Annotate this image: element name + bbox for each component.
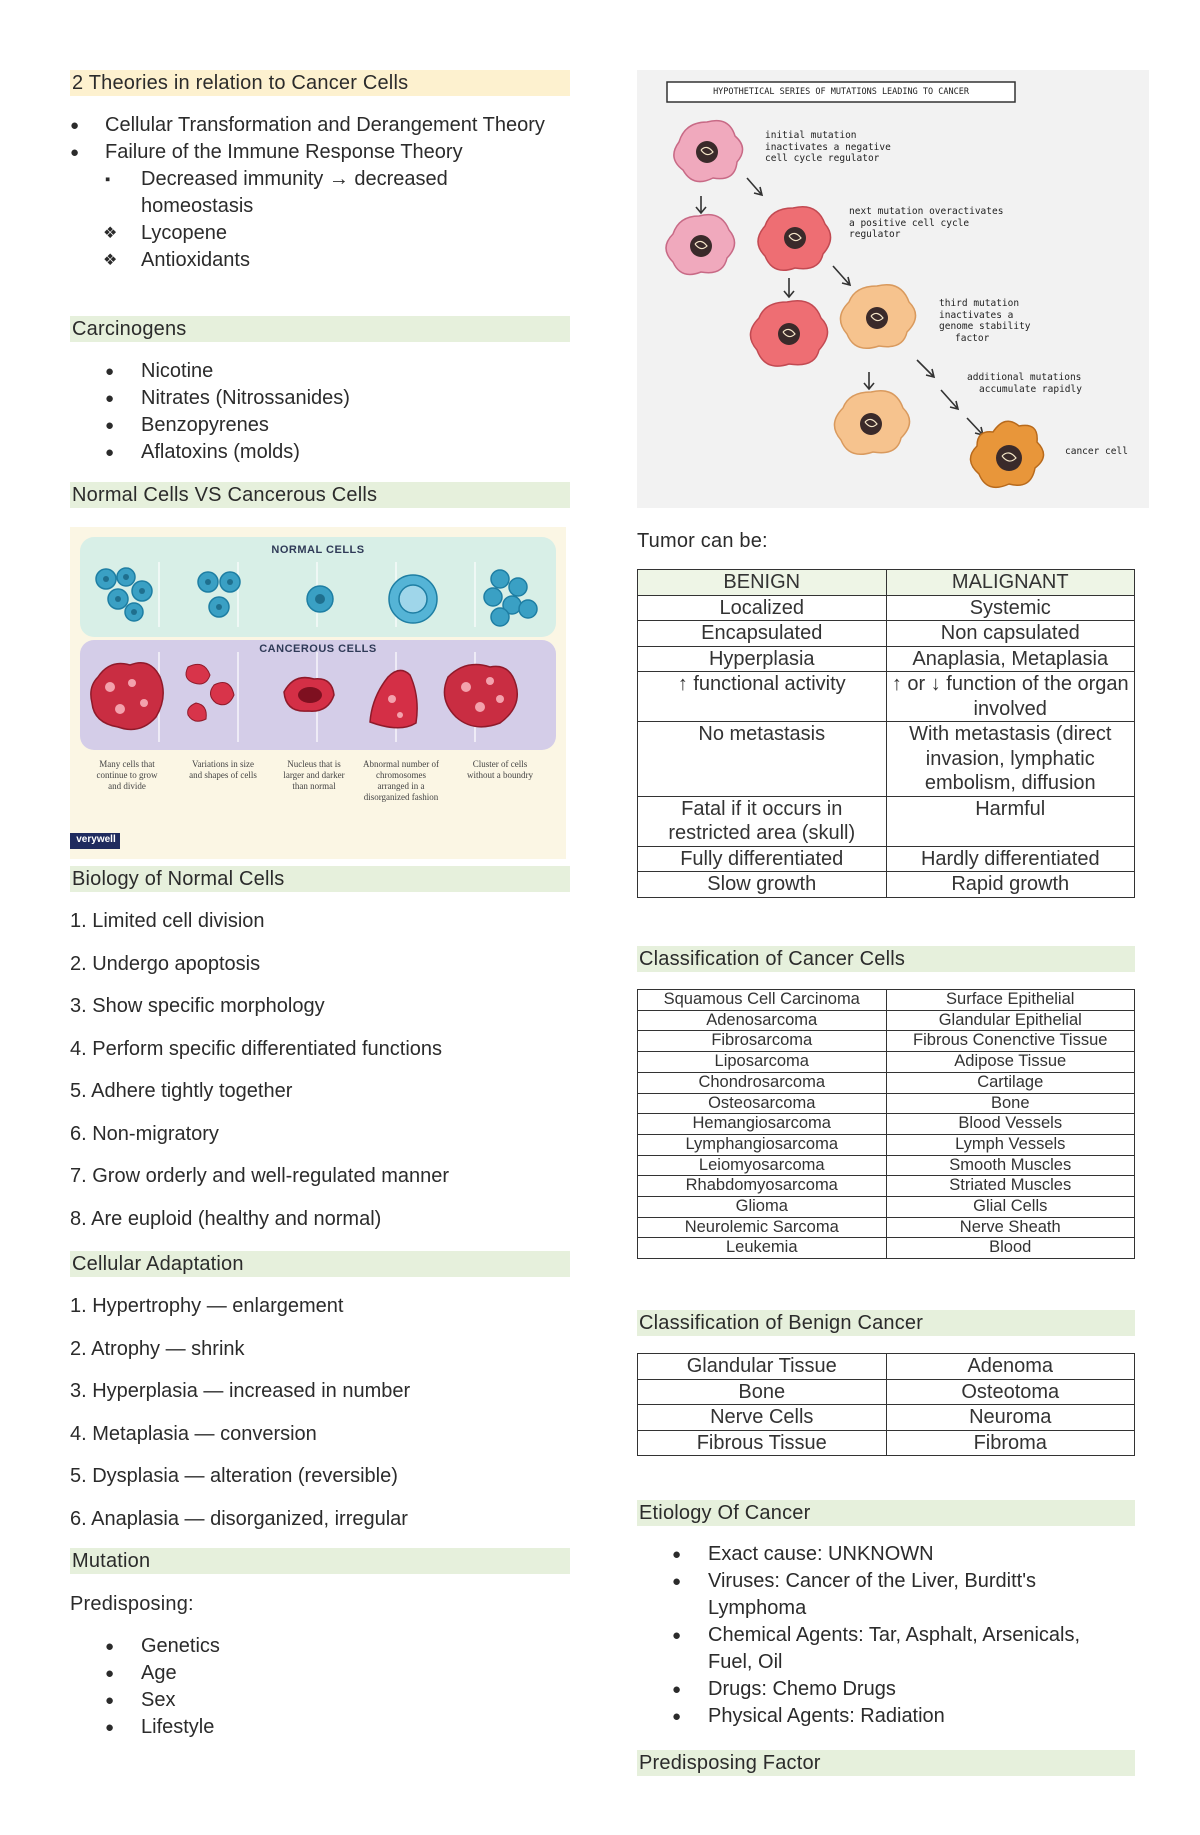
carcinogens-header: Carcinogens (70, 316, 570, 342)
table-cell: Anaplasia, Metaplasia (886, 646, 1135, 672)
table-cell: Glioma (638, 1197, 887, 1218)
table-row (638, 1430, 1135, 1456)
list-item: ● Benzopyrenes (105, 414, 269, 436)
list-item: ● Drugs: Chemo Drugs (672, 1678, 896, 1700)
list-item: 8. Are euploid (healthy and normal) (70, 1207, 382, 1230)
table-cell: Bone (886, 1093, 1135, 1114)
table-cell: Neurolemic Sarcoma (638, 1217, 887, 1238)
list-item: 3. Show specific morphology (70, 995, 325, 1017)
table-row (638, 621, 1135, 647)
table-cell: Fibrous Tissue (638, 1430, 887, 1456)
list-item: ❖ Lycopene (103, 222, 227, 244)
predisposing-header: Predisposing Factor (637, 1750, 1135, 1776)
caption-5: Cluster of cells without a boundry (467, 759, 533, 780)
list-item: ● Genetics (105, 1635, 220, 1657)
mutation-list (70, 1633, 570, 1741)
caption-3: Nucleus that is larger and darker than normal (283, 759, 345, 791)
list-item: ● Failure of the Immune Response Theory (70, 141, 463, 163)
table-cell: Rapid growth (886, 872, 1135, 898)
header-cell: MALIGNANT (886, 570, 1135, 596)
mutation-subheading: Predisposing: (70, 1593, 194, 1615)
theories-header: 2 Theories in relation to Cancer Cells (70, 70, 570, 96)
table-cell: Cartilage (886, 1072, 1135, 1093)
diagram-title: HYPOTHETICAL SERIES OF MUTATIONS LEADING TO CANCER (713, 87, 969, 97)
table-cell: Systemic (886, 595, 1135, 621)
table-row (638, 990, 1135, 1011)
list-item: ● Exact cause: UNKNOWN (672, 1543, 934, 1565)
header-cell: BENIGN (638, 570, 887, 596)
table-row (638, 1405, 1135, 1431)
table-cell: Encapsulated (638, 621, 887, 647)
table-cell: Hemangiosarcoma (638, 1114, 887, 1135)
list-item: 4. Perform specific differentiated functions (70, 1037, 443, 1060)
table-cell: Smooth Muscles (886, 1155, 1135, 1176)
table-cell: Nerve Sheath (886, 1217, 1135, 1238)
theories-list (70, 112, 570, 274)
table-cell: Chondrosarcoma (638, 1072, 887, 1093)
table-cell: With metastasis (direct invasion, lymphatic embolism, diffusion (886, 722, 1135, 797)
diagram-note-5: cancer cell (1065, 446, 1128, 457)
table-row (638, 1052, 1135, 1073)
table-cell: Neuroma (886, 1405, 1135, 1431)
table-cell: Lymphangiosarcoma (638, 1134, 887, 1155)
benign-header: Classification of Benign Cancer (637, 1310, 1135, 1336)
normal-cells-label: NORMAL CELLS (271, 544, 365, 556)
classification-table (637, 989, 1135, 1259)
table-cell: Squamous Cell Carcinoma (638, 990, 887, 1011)
benign-table (637, 1353, 1135, 1456)
mutation-series-diagram (637, 70, 1149, 508)
list-item: ● Nitrates (Nitrossanides) (105, 387, 350, 409)
table-cell: Surface Epithelial (886, 990, 1135, 1011)
table-header-row (638, 570, 1135, 596)
normal-vs-header: Normal Cells VS Cancerous Cells (70, 482, 570, 508)
cells-illustration (70, 527, 566, 859)
table-row (638, 1072, 1135, 1093)
table-row (638, 672, 1135, 722)
list-item: 6. Non-migratory (70, 1122, 219, 1145)
table-cell: Harmful (886, 796, 1135, 846)
table-cell: Osteosarcoma (638, 1093, 887, 1114)
list-item: 3. Hyperplasia — increased in number (70, 1380, 411, 1402)
caption-1: Many cells that continue to grow and divide (96, 759, 158, 791)
table-row (638, 1379, 1135, 1405)
table-cell: Liposarcoma (638, 1052, 887, 1073)
table-row (638, 1031, 1135, 1052)
table-row (638, 1238, 1135, 1259)
adaptation-header: Cellular Adaptation (70, 1251, 570, 1277)
table-row (638, 1155, 1135, 1176)
table-row (638, 1197, 1135, 1218)
table-cell: Hardly differentiated (886, 846, 1135, 872)
table-cell: Glial Cells (886, 1197, 1135, 1218)
table-cell: Localized (638, 595, 887, 621)
table-row (638, 1010, 1135, 1031)
table-row (638, 1114, 1135, 1135)
mutation-series-drawing (637, 70, 1149, 508)
table-cell: Striated Muscles (886, 1176, 1135, 1197)
table-cell: Fatal if it occurs in restricted area (skull) (638, 796, 887, 846)
list-item: 2. Undergo apoptosis (70, 952, 261, 975)
caption-4: Abnormal number of chromosomes arranged in a disorganized fashion (363, 759, 439, 802)
list-item: 6. Anaplasia — disorganized, irregular (70, 1507, 408, 1530)
table-row (638, 722, 1135, 797)
table-cell: Lymph Vessels (886, 1134, 1135, 1155)
caption-2: Variations in size and shapes of cells (189, 759, 257, 780)
list-item: ▪ Decreased immunity → decreased homeostasis (105, 168, 448, 217)
etiology-header: Etiology Of Cancer (637, 1500, 1135, 1526)
table-cell: Rhabdomyosarcoma (638, 1176, 887, 1197)
table-row (638, 1176, 1135, 1197)
diagram-note-3: third mutation inactivates a genome stability factor (939, 298, 1031, 344)
list-item: ● Aflatoxins (molds) (105, 441, 300, 463)
table-cell: Glandular Epithelial (886, 1010, 1135, 1031)
table-cell: ↑ or ↓ function of the organ involved (886, 672, 1135, 722)
list-item: 7. Grow orderly and well-regulated manner (70, 1165, 450, 1187)
table-cell: Adenosarcoma (638, 1010, 887, 1031)
cells-comparison-image (70, 527, 566, 859)
list-item: ● Age (105, 1662, 177, 1684)
list-item: ● Nicotine (105, 360, 214, 382)
carcinogens-list (70, 358, 570, 466)
table-cell: Hyperplasia (638, 646, 887, 672)
table-cell: Fully differentiated (638, 846, 887, 872)
biology-header: Biology of Normal Cells (70, 866, 570, 892)
table-cell: ↑ functional activity (638, 672, 887, 722)
table-row (638, 1093, 1135, 1114)
table-cell: Adenoma (886, 1354, 1135, 1380)
list-item: ● Physical Agents: Radiation (672, 1705, 945, 1727)
table-row (638, 796, 1135, 846)
table-row (638, 1354, 1135, 1380)
table-row (638, 646, 1135, 672)
etiology-list (637, 1541, 1135, 1730)
table-cell: Fibrous Conenctive Tissue (886, 1031, 1135, 1052)
table-row (638, 846, 1135, 872)
diagram-note-1: initial mutation inactivates a negative cell cycle regulator (765, 130, 891, 164)
diagram-note-4: additional mutations accumulate rapidly (967, 372, 1082, 395)
list-item: ● Lifestyle (105, 1716, 215, 1738)
table-cell: No metastasis (638, 722, 887, 797)
list-item: ● Sex (105, 1689, 176, 1711)
table-row (638, 872, 1135, 898)
tumor-table (637, 569, 1135, 898)
list-item: 5. Adhere tightly together (70, 1080, 293, 1102)
table-cell: Adipose Tissue (886, 1052, 1135, 1073)
table-cell: Non capsulated (886, 621, 1135, 647)
mutation-header: Mutation (70, 1548, 570, 1574)
list-item: 5. Dysplasia — alteration (reversible) (70, 1465, 398, 1487)
list-item: ● Chemical Agents: Tar, Asphalt, Arsenicals, Fuel, Oil (672, 1624, 1081, 1673)
list-item: ● Viruses: Cancer of the Liver, Burditt's Lymphoma (672, 1570, 1037, 1619)
biology-list (70, 908, 570, 1248)
table-cell: Osteotoma (886, 1379, 1135, 1405)
list-item: ● Cellular Transformation and Derangement Theory (70, 114, 545, 136)
table-cell: Blood Vessels (886, 1114, 1135, 1135)
list-item: 1. Limited cell division (70, 910, 265, 932)
table-cell: Bone (638, 1379, 887, 1405)
table-cell: Slow growth (638, 872, 887, 898)
tumor-label: Tumor can be: (637, 530, 768, 552)
table-cell: Nerve Cells (638, 1405, 887, 1431)
adaptation-list (70, 1293, 570, 1548)
table-row (638, 1217, 1135, 1238)
classification-header: Classification of Cancer Cells (637, 946, 1135, 972)
table-cell: Leiomyosarcoma (638, 1155, 887, 1176)
list-item: ❖ Antioxidants (103, 249, 250, 271)
diagram-note-2: next mutation overactivates a positive cell cycle regulator (849, 206, 1004, 240)
table-cell: Blood (886, 1238, 1135, 1259)
table-row (638, 595, 1135, 621)
table-row (638, 1134, 1135, 1155)
cancerous-cells-label: CANCEROUS CELLS (259, 643, 377, 655)
list-item: 2. Atrophy — shrink (70, 1337, 245, 1360)
list-item: 1. Hypertrophy — enlargement (70, 1295, 344, 1317)
list-item: 4. Metaplasia — conversion (70, 1422, 317, 1445)
table-cell: Glandular Tissue (638, 1354, 887, 1380)
table-cell: Fibrosarcoma (638, 1031, 887, 1052)
table-cell: Fibroma (886, 1430, 1135, 1456)
verywell-logo: verywell (76, 834, 116, 845)
table-cell: Leukemia (638, 1238, 887, 1259)
